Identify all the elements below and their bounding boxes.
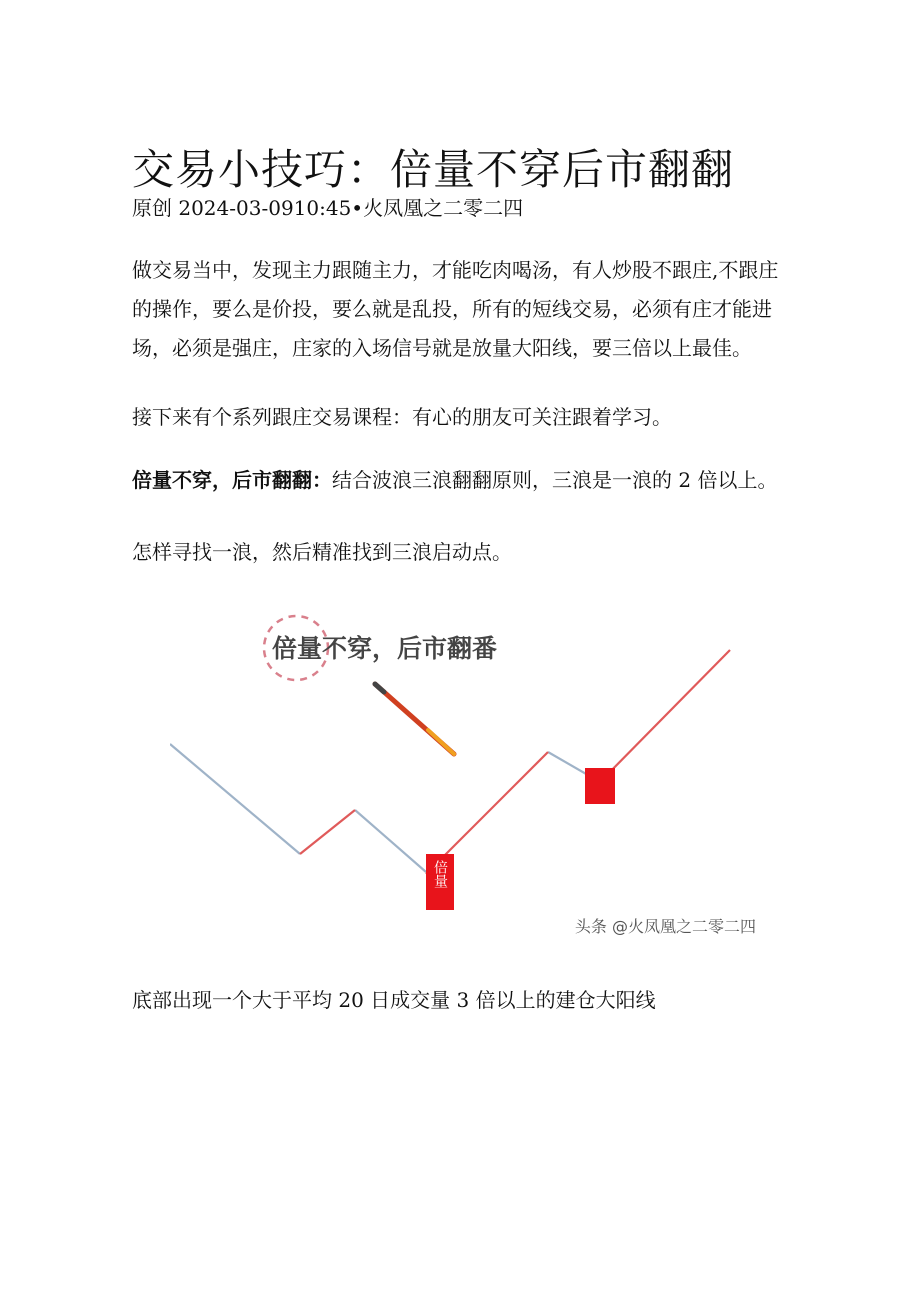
paragraph-course: 接下来有个系列跟庄交易课程：有心的朋友可关注跟着学习。 [132, 405, 672, 429]
up-leg-1 [300, 810, 355, 854]
wave-illustration [170, 612, 760, 942]
paragraph-bottom-signal: 底部出现一个大于平均 20 日成交量 3 倍以上的建仓大阳线 [132, 988, 656, 1012]
figure-watermark: 头条 @火凤凰之二零二四 [574, 917, 756, 936]
down-leg-2 [355, 810, 426, 872]
down-leg-1 [170, 744, 300, 854]
figure-heading: 倍量不穿，后市翻番 [272, 634, 498, 663]
double-volume-label: 倍量 [432, 860, 448, 888]
principle-text: 结合波浪三浪翻翻原则，三浪是一浪的 2 倍以上。 [332, 468, 778, 492]
wave-illustration-svg [170, 612, 760, 942]
pen-arrow-icon [375, 684, 454, 754]
article-title: 交易小技巧：倍量不穿后市翻翻 [132, 145, 735, 195]
paragraph-principle [132, 461, 792, 500]
paragraph-intro: 做交易当中，发现主力跟随主力，才能吃肉喝汤，有人炒股不跟庄,不跟庄的操作，要么是价投，要么就是乱投，所有的短线交易，必须有庄才能进场，必须是强庄，庄家的入场信号就是放量大阳线，要三倍以上最佳。 [132, 258, 779, 360]
up-leg-3 [600, 650, 730, 782]
article-meta: 原创 2024-03-0910:45•火凤凰之二零二四 [132, 196, 524, 220]
principle-label: 倍量不穿，后市翻翻： [132, 468, 332, 492]
breakout-box [585, 768, 615, 804]
paragraph-question: 怎样寻找一浪，然后精准找到三浪启动点。 [132, 540, 512, 564]
